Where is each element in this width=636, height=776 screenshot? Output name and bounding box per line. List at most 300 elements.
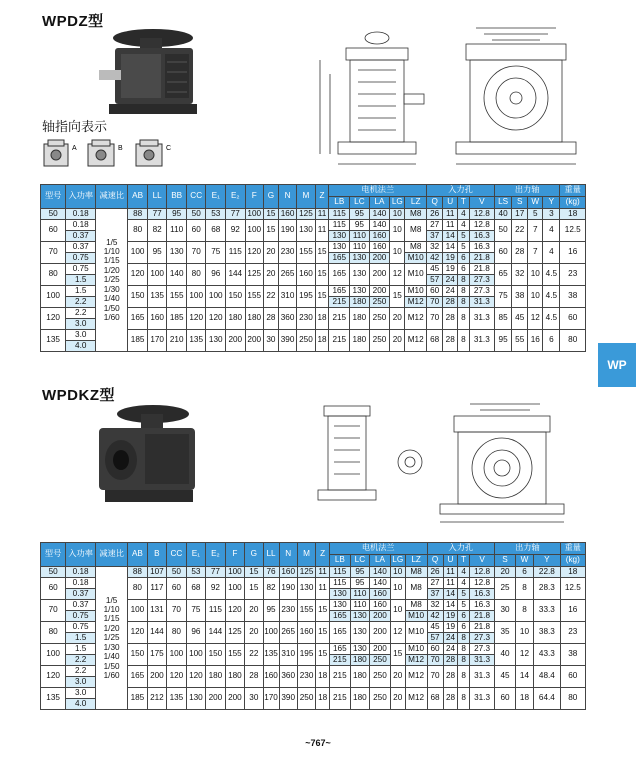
la-cell: 160 (370, 589, 391, 600)
dim-cell: 82 (147, 220, 167, 242)
dim-cell: 155 (245, 286, 263, 308)
q-cell: 26 (427, 567, 443, 578)
power-cell: 3.0 (66, 677, 96, 688)
dim-cell: 100 (186, 644, 206, 666)
dim-cell: 15 (315, 264, 329, 286)
dim-cell: 100 (245, 220, 263, 242)
v-cell: 12.8 (469, 567, 494, 578)
t-cell: 8 (458, 286, 469, 297)
v-cell: 16.3 (469, 589, 494, 600)
wpdkz-dimension-drawing (290, 400, 600, 530)
lc-cell: 180 (350, 688, 370, 710)
la-cell: 200 (369, 286, 390, 297)
v-cell: 21.8 (469, 611, 494, 622)
dim-cell: 100 (263, 622, 279, 644)
ls-cell: 40 (494, 209, 511, 220)
u-cell: 14 (443, 600, 458, 611)
dim-cell: 77 (147, 209, 167, 220)
table-row (41, 567, 586, 578)
model-cell: 80 (41, 622, 66, 644)
t-cell: 6 (458, 253, 469, 264)
v-cell: 12.8 (469, 209, 494, 220)
q-cell: 57 (427, 633, 443, 644)
t-cell: 8 (458, 644, 469, 655)
dim-cell: 175 (147, 644, 167, 666)
th-dim: AB (128, 185, 148, 209)
v-cell: 16.3 (469, 600, 494, 611)
power-cell: 0.75 (66, 264, 96, 275)
th-output-shaft: 出力轴 (494, 185, 560, 197)
th-sub: S (512, 197, 528, 209)
power-cell: 1.5 (66, 275, 96, 286)
lz-cell: M8 (405, 567, 427, 578)
dim-cell: 390 (278, 330, 296, 352)
th-dim: LL (263, 543, 279, 567)
weight-cell: 23 (560, 264, 586, 286)
w-cell: 8 (515, 578, 533, 600)
q-cell: 37 (427, 231, 443, 242)
dim-cell: 30 (263, 330, 278, 352)
t-cell: 6 (458, 622, 469, 633)
dim-cell: 11 (315, 220, 329, 242)
v-cell: 31.3 (469, 297, 494, 308)
y-cell: 6 (543, 330, 560, 352)
la-cell: 200 (369, 253, 390, 264)
wpdz-gearbox-photo (85, 24, 200, 119)
power-cell: 0.18 (66, 578, 96, 589)
power-cell: 0.18 (66, 220, 96, 231)
dim-cell: 18 (316, 688, 330, 710)
dim-cell: 95 (167, 209, 187, 220)
dim-cell: 20 (263, 242, 278, 264)
lg-cell: 12 (390, 264, 405, 286)
la-cell: 250 (369, 297, 390, 308)
dim-cell: 100 (225, 567, 245, 578)
dim-cell: 310 (278, 286, 296, 308)
dim-cell: 77 (206, 567, 226, 578)
lb-cell: 215 (330, 688, 351, 710)
dim-cell: 155 (297, 242, 315, 264)
dim-cell: 310 (279, 644, 297, 666)
power-cell: 1.5 (66, 644, 96, 655)
power-cell: 2.2 (66, 297, 96, 308)
la-cell: 200 (369, 264, 390, 286)
th-sub: Q (427, 555, 443, 567)
dim-cell: 15 (315, 286, 329, 308)
weight-cell: 16 (560, 600, 585, 622)
model-cell: 60 (41, 578, 66, 600)
th-weight: 重量 (560, 543, 585, 555)
s-cell: 38 (512, 286, 528, 308)
s-cell: 17 (512, 209, 528, 220)
power-cell: 3.0 (66, 330, 96, 341)
dim-cell: 200 (147, 666, 167, 688)
th-dim: CC (186, 185, 206, 209)
dim-cell: 185 (128, 688, 148, 710)
wpdz-spec-table (40, 184, 586, 352)
reduction-cell: 1/5 1/10 1/15 1/20 1/25 1/30 1/40 1/50 1/60 (96, 567, 128, 710)
dim-cell: 53 (206, 209, 226, 220)
lc-cell: 95 (350, 578, 370, 589)
q-cell: 45 (427, 622, 443, 633)
lc-cell: 180 (350, 655, 370, 666)
power-cell: 0.37 (66, 600, 96, 611)
w-cell: 10 (528, 264, 543, 286)
axis-variant-b: B (118, 145, 123, 152)
dim-cell: 60 (186, 220, 206, 242)
t-cell: 8 (458, 666, 469, 688)
dim-cell: 15 (316, 600, 330, 622)
s-cell: 55 (512, 330, 528, 352)
axis-direction-icons (40, 136, 175, 174)
th-dim: BB (167, 185, 187, 209)
power-cell: 4.0 (66, 341, 96, 352)
power-cell: 0.37 (66, 589, 96, 600)
lb-cell: 215 (329, 297, 350, 308)
lz-cell: M8 (405, 600, 427, 611)
th-dim: N (279, 543, 297, 567)
la-cell: 200 (370, 644, 391, 655)
dim-cell: 50 (186, 209, 206, 220)
ls-cell: 60 (494, 242, 511, 264)
dim-cell: 190 (278, 220, 296, 242)
power-cell: 3.0 (66, 319, 96, 330)
dim-cell: 180 (206, 666, 226, 688)
th-output-shaft: 出力轴 (495, 543, 560, 555)
s-cell: 45 (512, 308, 528, 330)
th-model: 型号 (41, 185, 66, 209)
dim-cell: 155 (225, 644, 245, 666)
dim-cell: 92 (206, 578, 226, 600)
dim-cell: 125 (245, 264, 263, 286)
wpdkz-table-body (41, 567, 586, 710)
power-cell: 0.75 (66, 253, 96, 264)
dim-cell: 360 (279, 666, 297, 688)
t-cell: 8 (458, 297, 469, 308)
th-sub: LB (329, 197, 350, 209)
lz-cell: M12 (405, 297, 427, 308)
weight-cell: 16 (560, 242, 586, 264)
dim-cell: 230 (278, 242, 296, 264)
q-cell: 70 (427, 297, 443, 308)
dim-cell: 20 (263, 264, 278, 286)
th-sub: V (469, 197, 494, 209)
lg-cell: 10 (390, 578, 405, 600)
th-dim: F (245, 185, 263, 209)
power-cell: 0.75 (66, 611, 96, 622)
q-cell: 42 (427, 253, 443, 264)
dim-cell: 210 (167, 330, 187, 352)
power-cell: 0.37 (66, 231, 96, 242)
w-cell: 16 (528, 330, 543, 352)
dim-cell: 11 (316, 578, 330, 600)
dim-cell: 180 (225, 666, 245, 688)
dim-cell: 53 (186, 567, 206, 578)
v-cell: 31.3 (469, 655, 494, 666)
y-cell: 3 (543, 209, 560, 220)
dim-cell: 75 (186, 600, 206, 622)
t-cell: 4 (458, 209, 469, 220)
y-cell: 22.8 (534, 567, 560, 578)
lc-cell: 130 (350, 264, 370, 286)
dim-cell: 165 (128, 666, 148, 688)
w-cell: 6 (515, 567, 533, 578)
la-cell: 250 (370, 688, 391, 710)
u-cell: 19 (443, 264, 458, 275)
w-cell: 12 (528, 308, 543, 330)
dim-cell: 200 (226, 330, 246, 352)
lb-cell: 215 (330, 655, 351, 666)
dim-cell: 170 (147, 330, 167, 352)
model-cell: 80 (41, 264, 66, 286)
dim-cell: 68 (186, 578, 206, 600)
lb-cell: 165 (330, 622, 351, 644)
page-number: ~767~ (305, 738, 331, 748)
s-cell: 60 (495, 688, 516, 710)
dim-cell: 20 (245, 622, 263, 644)
model-cell: 70 (41, 242, 66, 264)
th-dim: E₂ (206, 543, 226, 567)
lz-cell: M8 (405, 242, 427, 253)
dim-cell: 250 (297, 330, 315, 352)
dim-cell: 28 (263, 308, 278, 330)
ls-cell: 75 (494, 286, 511, 308)
q-cell: 27 (427, 220, 443, 231)
dim-cell: 15 (245, 578, 263, 600)
dim-cell: 92 (226, 220, 246, 242)
v-cell: 21.8 (469, 253, 494, 264)
th-sub: LC (350, 555, 370, 567)
th-dim: F (225, 543, 245, 567)
dim-cell: 100 (225, 578, 245, 600)
v-cell: 31.3 (469, 666, 494, 688)
lc-cell: 110 (350, 600, 370, 611)
lz-cell: M12 (405, 666, 427, 688)
dim-cell: 160 (263, 666, 279, 688)
dim-cell: 130 (167, 242, 187, 264)
w-cell: 18 (515, 688, 533, 710)
u-cell: 28 (443, 297, 458, 308)
dim-cell: 180 (226, 308, 246, 330)
dim-cell: 20 (245, 600, 263, 622)
ls-cell: 85 (494, 308, 511, 330)
q-cell: 60 (427, 644, 443, 655)
model-cell: 120 (41, 666, 66, 688)
lc-cell: 180 (350, 297, 370, 308)
t-cell: 8 (458, 308, 469, 330)
s-cell: 30 (495, 600, 516, 622)
lc-cell: 130 (350, 286, 370, 297)
model-cell: 60 (41, 220, 66, 242)
th-sub: LG (390, 555, 405, 567)
dim-cell: 68 (206, 220, 226, 242)
la-cell: 250 (369, 330, 390, 352)
v-cell: 31.3 (469, 688, 494, 710)
dim-cell: 125 (225, 622, 245, 644)
dim-cell: 130 (186, 688, 206, 710)
y-cell: 4 (543, 242, 560, 264)
q-cell: 70 (427, 655, 443, 666)
lz-cell: M10 (405, 264, 427, 286)
q-cell: 32 (427, 600, 443, 611)
dim-cell: 150 (128, 286, 148, 308)
dim-cell: 100 (186, 286, 206, 308)
th-sub: U (443, 197, 458, 209)
s-cell: 22 (512, 220, 528, 242)
dim-cell: 185 (167, 308, 187, 330)
model-cell: 135 (41, 688, 66, 710)
lz-cell: M8 (405, 220, 427, 242)
th-ratio-in: 入功率 (66, 185, 96, 209)
dim-cell: 60 (167, 578, 187, 600)
q-cell: 70 (427, 666, 443, 688)
dim-cell: 144 (206, 622, 226, 644)
weight-cell: 80 (560, 330, 586, 352)
dim-cell: 15 (315, 242, 329, 264)
q-cell: 70 (427, 308, 443, 330)
la-cell: 140 (369, 209, 390, 220)
lc-cell: 130 (350, 644, 370, 655)
lc-cell: 180 (350, 308, 370, 330)
v-cell: 27.3 (469, 644, 494, 655)
reduction-cell: 1/5 1/10 1/15 1/20 1/25 1/30 1/40 1/50 1/60 (96, 209, 128, 352)
power-cell: 3.0 (66, 688, 96, 699)
t-cell: 8 (458, 275, 469, 286)
t-cell: 6 (458, 264, 469, 275)
y-cell: 48.4 (534, 666, 560, 688)
q-cell: 57 (427, 275, 443, 286)
dim-cell: 110 (167, 220, 187, 242)
dim-cell: 96 (206, 264, 226, 286)
w-cell: 14 (515, 666, 533, 688)
dim-cell: 15 (263, 220, 278, 242)
dim-cell: 82 (263, 578, 279, 600)
dim-cell: 15 (263, 209, 278, 220)
u-cell: 14 (443, 589, 458, 600)
dim-cell: 120 (225, 600, 245, 622)
lb-cell: 115 (330, 567, 351, 578)
dim-cell: 160 (278, 209, 296, 220)
la-cell: 140 (370, 567, 391, 578)
s-cell: 32 (512, 264, 528, 286)
t-cell: 4 (458, 220, 469, 231)
th-dim: AB (128, 543, 148, 567)
th-sub: LB (330, 555, 351, 567)
dim-cell: 130 (297, 578, 315, 600)
u-cell: 24 (443, 275, 458, 286)
t-cell: 5 (458, 242, 469, 253)
lb-cell: 165 (330, 644, 351, 655)
t-cell: 4 (458, 578, 469, 589)
dim-cell: 18 (315, 330, 329, 352)
t-cell: 8 (458, 633, 469, 644)
dim-cell: 70 (167, 600, 187, 622)
y-cell: 33.3 (534, 600, 560, 622)
dim-cell: 100 (128, 242, 148, 264)
dim-cell: 195 (297, 286, 315, 308)
v-cell: 16.3 (469, 231, 494, 242)
s-cell: 40 (495, 644, 516, 666)
lc-cell: 180 (350, 330, 370, 352)
dim-cell: 28 (245, 666, 263, 688)
w-cell: 10 (528, 286, 543, 308)
lc-cell: 110 (350, 242, 370, 253)
ls-cell: 65 (494, 264, 511, 286)
th-ratio-in: 入功率 (66, 543, 96, 567)
dim-cell: 95 (263, 600, 279, 622)
lb-cell: 115 (329, 209, 350, 220)
ls-cell: 95 (494, 330, 511, 352)
side-tab-wp: WP (598, 343, 636, 387)
u-cell: 28 (443, 330, 458, 352)
q-cell: 60 (427, 286, 443, 297)
axis-variant-c: C (166, 145, 172, 152)
power-cell: 0.37 (66, 242, 96, 253)
th-dim: LL (147, 185, 167, 209)
q-cell: 26 (427, 209, 443, 220)
dim-cell: 200 (245, 330, 263, 352)
lz-cell: M10 (405, 622, 427, 644)
v-cell: 31.3 (469, 330, 494, 352)
s-cell: 45 (495, 666, 516, 688)
dim-cell: 115 (226, 242, 246, 264)
lz-cell: M10 (405, 286, 427, 297)
la-cell: 160 (370, 600, 391, 611)
q-cell: 42 (427, 611, 443, 622)
dim-cell: 75 (206, 242, 226, 264)
s-cell: 28 (512, 242, 528, 264)
model-cell: 135 (41, 330, 66, 352)
section1-title: WPDZ型 (42, 13, 104, 30)
v-cell: 16.3 (469, 242, 494, 253)
t-cell: 5 (458, 589, 469, 600)
la-cell: 140 (370, 578, 391, 589)
th-reduction: 减速比 (96, 543, 128, 567)
s-cell: 20 (495, 567, 516, 578)
dim-cell: 120 (128, 622, 148, 644)
lg-cell: 15 (390, 286, 405, 308)
dim-cell: 250 (297, 688, 315, 710)
dim-cell: 155 (167, 286, 187, 308)
dim-cell: 130 (206, 330, 226, 352)
v-cell: 27.3 (469, 633, 494, 644)
th-input-hole: 入力孔 (427, 185, 495, 197)
lg-cell: 20 (390, 688, 405, 710)
v-cell: 27.3 (469, 286, 494, 297)
u-cell: 14 (443, 231, 458, 242)
la-cell: 250 (370, 655, 391, 666)
u-cell: 28 (443, 655, 458, 666)
dim-cell: 200 (206, 688, 226, 710)
lc-cell: 110 (350, 231, 370, 242)
u-cell: 11 (443, 209, 458, 220)
t-cell: 6 (458, 611, 469, 622)
v-cell: 27.3 (469, 275, 494, 286)
wpdz-table-body (41, 209, 586, 352)
w-cell: 7 (528, 242, 543, 264)
model-cell: 100 (41, 286, 66, 308)
dim-cell: 120 (186, 666, 206, 688)
weight-cell: 38 (560, 286, 586, 308)
th-sub: LZ (405, 197, 427, 209)
th-dim: E₁ (186, 543, 206, 567)
dim-cell: 100 (206, 286, 226, 308)
u-cell: 24 (443, 633, 458, 644)
lb-cell: 130 (330, 600, 351, 611)
dim-cell: 160 (297, 264, 315, 286)
dim-cell: 18 (316, 666, 330, 688)
lb-cell: 115 (330, 578, 351, 589)
